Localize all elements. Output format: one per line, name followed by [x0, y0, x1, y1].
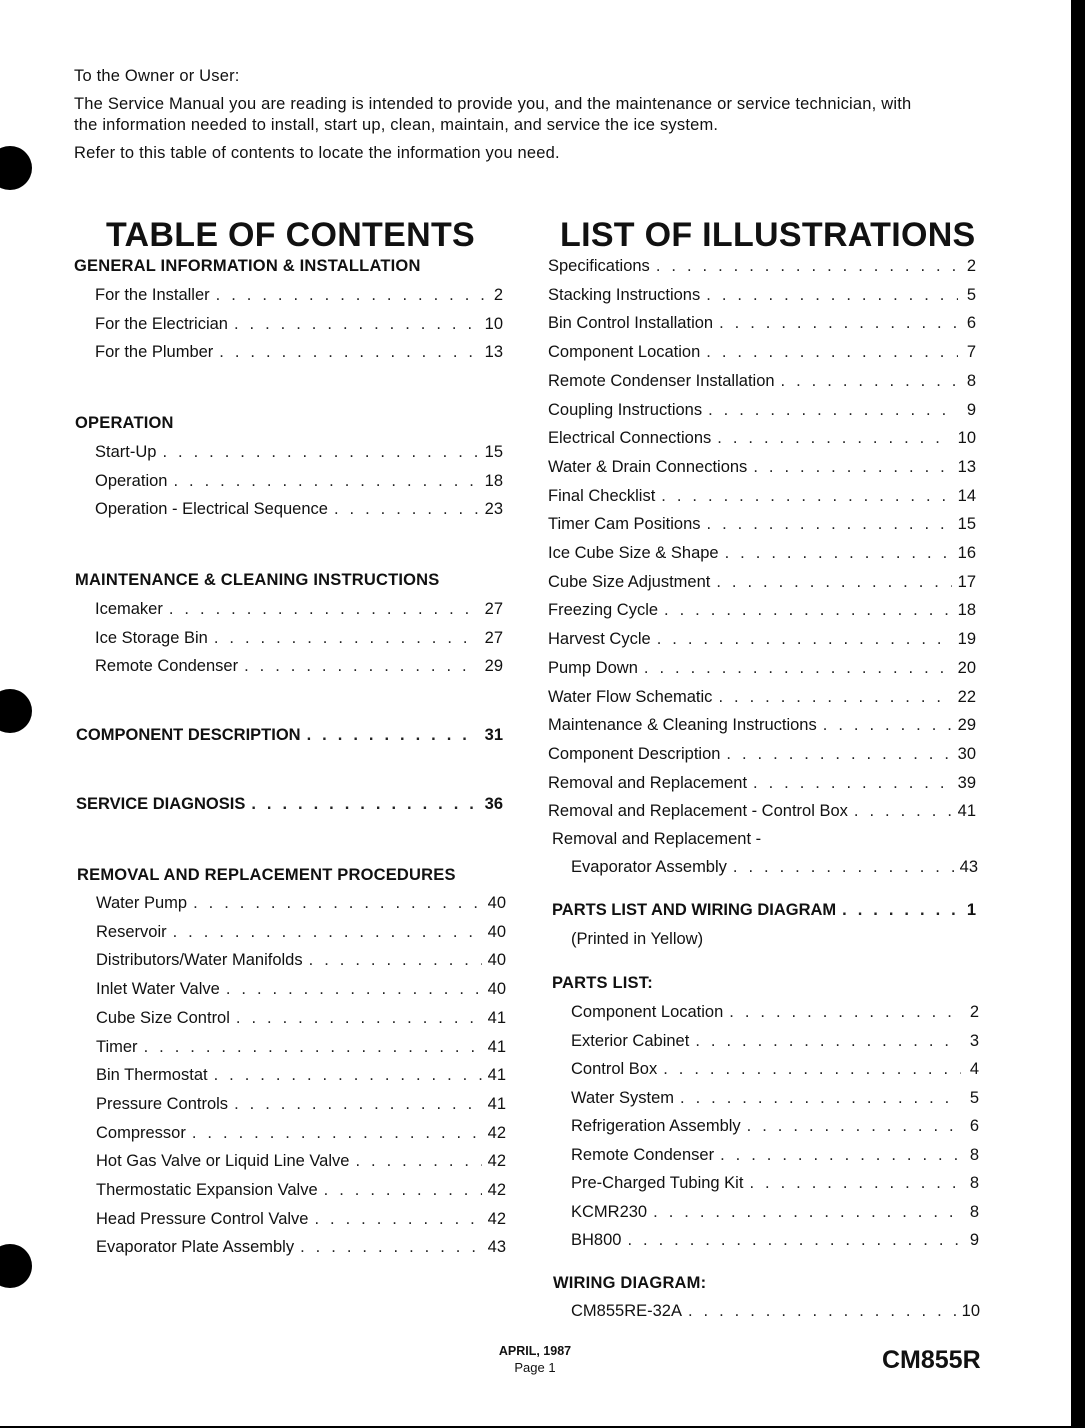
entry-label: Icemaker [95, 600, 163, 618]
entry-label: For the Installer [95, 286, 210, 304]
toc-entry [96, 1238, 506, 1262]
entry-label: PARTS LIST AND WIRING DIAGRAM [552, 901, 837, 919]
dot-leader [251, 795, 478, 814]
toc-entry [96, 1181, 506, 1205]
entry-label: Coupling Instructions [548, 400, 703, 419]
binder-hole [0, 1244, 32, 1288]
dot-leader [234, 315, 479, 334]
entry-page-number: 6 [969, 1117, 979, 1135]
entry-page-number: 8 [969, 1174, 979, 1192]
entry-page-number: 23 [484, 500, 503, 518]
toc-entry [96, 1095, 506, 1119]
entry-page-number: 18 [957, 601, 976, 620]
entry-page-number: 29 [957, 716, 976, 735]
dot-leader [718, 688, 951, 707]
entry-label: KCMR230 [571, 1202, 648, 1221]
entry-label: Control Box [571, 1060, 658, 1078]
dot-leader [234, 1095, 482, 1114]
dot-leader [309, 951, 482, 970]
printed-note: (Printed in Yellow) [571, 930, 704, 948]
entry-label: Pre-Charged Tubing Kit [571, 1174, 744, 1192]
entry-page-number: 39 [957, 773, 976, 792]
toc-entry [571, 1117, 979, 1141]
toc-entry [95, 343, 503, 367]
dot-leader [842, 901, 958, 920]
entry-label: Operation - Electrical Sequence [95, 500, 328, 518]
toc-entry [571, 1146, 979, 1170]
entry-page-number: 40 [487, 894, 506, 912]
entry-page-number: 42 [487, 1209, 506, 1228]
entry-page-number: 27 [484, 628, 503, 647]
section-heading: OPERATION [75, 414, 174, 432]
dot-leader [657, 630, 952, 649]
entry-label: Final Checklist [548, 486, 656, 505]
dot-leader [214, 1066, 482, 1085]
toc-entry [96, 1210, 506, 1234]
entry-label: Operation [95, 471, 168, 490]
section-heading: MAINTENANCE & CLEANING INSTRUCTIONS [75, 571, 440, 589]
dot-leader [706, 343, 958, 362]
dot-leader [753, 774, 952, 793]
entry-page-number: 20 [957, 658, 976, 677]
entry-page-number: 3 [969, 1031, 979, 1050]
toc-entry [548, 487, 976, 511]
entry-label: Ice Storage Bin [95, 628, 208, 647]
dot-leader [725, 544, 952, 563]
entry-label: CM855RE-32A [571, 1302, 682, 1320]
entry-page-number: 41 [487, 1094, 506, 1113]
entry-page-number: 15 [484, 443, 503, 461]
entry-label: Component Location [571, 1003, 724, 1021]
entry-label: Refrigeration Assembly [571, 1117, 741, 1135]
entry-page-number: 14 [957, 486, 976, 505]
entry-page-number: 41 [487, 1066, 506, 1085]
dot-leader [733, 858, 954, 877]
entry-label: Remote Condenser [571, 1145, 715, 1164]
entry-label: Pump Down [548, 658, 638, 677]
entry-page-number: 8 [969, 1145, 979, 1164]
entry-page-number: 13 [957, 457, 976, 476]
entry-label: Water & Drain Connections [548, 457, 748, 476]
entry-label: Timer Cam Positions [548, 515, 701, 534]
dot-leader [823, 716, 952, 735]
entry-page-number: 9 [969, 1231, 979, 1249]
dot-leader [726, 745, 951, 764]
entry-label: For the Plumber [95, 343, 214, 361]
toc-entry [96, 1009, 506, 1033]
dot-leader [300, 1238, 482, 1257]
entry-label: Harvest Cycle [548, 630, 651, 649]
toc-entry [548, 429, 976, 453]
entry-label: Removal and Replacement [548, 773, 748, 792]
entry-page-number: 29 [484, 657, 503, 675]
toc-entry [76, 795, 503, 819]
dot-leader [192, 1124, 482, 1143]
dot-leader [644, 659, 952, 678]
toc-entry [95, 500, 503, 524]
dot-leader [169, 600, 479, 619]
dot-leader [707, 515, 952, 534]
toc-entry [95, 472, 503, 496]
toc-entry [96, 923, 506, 947]
entry-label: Electrical Connections [548, 429, 712, 448]
toc-entry [548, 573, 976, 597]
entry-label: Cube Size Adjustment [548, 572, 711, 591]
entry-page-number: 41 [487, 1037, 506, 1056]
toc-entry [548, 458, 976, 482]
dot-leader [720, 1146, 961, 1165]
entry-page-number: 2 [493, 286, 503, 304]
entry-page-number: 40 [487, 980, 506, 999]
entry-label: Inlet Water Valve [96, 980, 220, 999]
entry-label: Stacking Instructions [548, 285, 701, 304]
dot-leader [173, 472, 478, 491]
entry-page-number: 8 [966, 371, 976, 390]
refer-text: Refer to this table of contents to locate the information you need. [74, 143, 560, 162]
section-heading: WIRING DIAGRAM: [553, 1274, 707, 1292]
toc-title: TABLE OF CONTENTS [106, 216, 476, 254]
entry-heading: Removal and Replacement - [552, 830, 762, 848]
entry-page-number: 2 [969, 1003, 979, 1021]
entry-page-number: 27 [484, 600, 503, 618]
toc-entry [548, 802, 976, 826]
entry-page-number: 30 [957, 744, 976, 763]
section-heading: GENERAL INFORMATION & INSTALLATION [74, 257, 421, 275]
entry-label: Timer [96, 1037, 138, 1056]
greeting: To the Owner or User: [74, 67, 240, 85]
entry-label: Pressure Controls [96, 1094, 229, 1113]
dot-leader [663, 1060, 961, 1079]
toc-entry [571, 1302, 980, 1326]
entry-page-number: 40 [487, 951, 506, 970]
entry-page-number: 18 [484, 471, 503, 490]
toc-entry [76, 726, 503, 750]
dot-leader [661, 487, 951, 506]
toc-entry [548, 515, 976, 539]
dot-leader [717, 429, 951, 448]
entry-page-number: 16 [957, 544, 976, 562]
dot-leader [226, 980, 482, 999]
dot-leader [656, 257, 958, 276]
toc-entry [548, 716, 976, 740]
toc-entry [96, 951, 506, 975]
dot-leader [708, 401, 958, 420]
entry-label: COMPONENT DESCRIPTION [76, 726, 301, 744]
entry-page-number: 1 [966, 901, 976, 919]
section-heading: PARTS LIST: [552, 974, 653, 992]
entry-label: Component Description [548, 744, 721, 763]
dot-leader [680, 1089, 961, 1108]
entry-label: Freezing Cycle [548, 601, 659, 620]
toc-entry [96, 1152, 506, 1176]
entry-label: Ice Cube Size & Shape [548, 544, 719, 562]
toc-entry [571, 858, 978, 882]
toc-entry [552, 901, 976, 925]
toc-entry [95, 315, 503, 339]
toc-entry [96, 1038, 506, 1062]
entry-label: SERVICE DIAGNOSIS [76, 795, 246, 813]
dot-leader [307, 726, 479, 745]
toc-entry [95, 443, 503, 467]
toc-entry [548, 745, 976, 769]
entry-label: Water Flow Schematic [548, 687, 713, 706]
entry-label: Head Pressure Control Valve [96, 1209, 309, 1228]
entry-page-number: 36 [484, 795, 503, 813]
toc-entry [571, 1060, 979, 1084]
section-heading: REMOVAL AND REPLACEMENT PROCEDURES [77, 866, 456, 884]
toc-entry [95, 600, 503, 624]
dot-leader [162, 443, 478, 462]
entry-label: Thermostatic Expansion Valve [96, 1181, 318, 1199]
dot-leader [781, 372, 958, 391]
dot-leader [219, 343, 478, 362]
dot-leader [747, 1117, 961, 1136]
dot-leader [653, 1203, 961, 1222]
dot-leader [854, 802, 952, 821]
entry-label: Water System [571, 1088, 674, 1107]
dot-leader [753, 458, 951, 477]
toc-entry [95, 629, 503, 653]
dot-leader [193, 894, 482, 913]
entry-label: Start-Up [95, 443, 157, 461]
entry-page-number: 10 [961, 1302, 980, 1320]
entry-label: Bin Control Installation [548, 314, 714, 333]
entry-page-number: 43 [487, 1238, 506, 1257]
footer-date: APRIL, 1987 [498, 1344, 572, 1358]
dot-leader [664, 601, 952, 620]
dot-leader [334, 500, 479, 519]
dot-leader [716, 573, 951, 592]
entry-page-number: 41 [957, 802, 976, 821]
dot-leader [236, 1009, 482, 1028]
entry-label: Distributors/Water Manifolds [96, 951, 303, 970]
dot-leader [627, 1231, 961, 1250]
entry-page-number: 19 [957, 630, 976, 649]
toc-entry [96, 980, 506, 1004]
toc-entry [548, 544, 976, 568]
entry-page-number: 10 [957, 429, 976, 448]
toc-entry [548, 343, 976, 367]
entry-page-number: 7 [966, 343, 976, 362]
toc-entry [96, 894, 506, 918]
dot-leader [144, 1038, 482, 1057]
toc-entry [548, 630, 976, 654]
dot-leader [355, 1152, 481, 1171]
toc-entry [571, 1203, 979, 1227]
entry-page-number: 17 [957, 572, 976, 591]
toc-entry [548, 372, 976, 396]
toc-entry [548, 257, 976, 281]
entry-page-number: 42 [487, 1181, 506, 1199]
dot-leader [729, 1003, 961, 1022]
entry-page-number: 22 [957, 687, 976, 706]
entry-page-number: 5 [966, 285, 976, 304]
entry-page-number: 6 [966, 314, 976, 333]
entry-label: Hot Gas Valve or Liquid Line Valve [96, 1152, 350, 1171]
entry-label: Evaporator Assembly [571, 858, 727, 876]
toc-entry [548, 774, 976, 798]
entry-page-number: 10 [484, 314, 503, 333]
toc-entry [548, 601, 976, 625]
model-number: CM855R [882, 1346, 981, 1374]
entry-page-number: 8 [969, 1202, 979, 1221]
toc-entry [571, 1032, 979, 1056]
entry-page-number: 2 [966, 257, 976, 275]
toc-entry [548, 314, 976, 338]
toc-entry [548, 401, 976, 425]
intro-paragraph: The Service Manual you are reading is intended to provide you, and the maintenance or service technician, with the information needed to install, start up, clean, maintain, and service the ice system. [74, 94, 912, 134]
dot-leader [688, 1302, 956, 1321]
dot-leader [214, 629, 479, 648]
toc-entry [548, 688, 976, 712]
entry-page-number: 4 [969, 1060, 979, 1078]
entry-label: Specifications [548, 257, 650, 275]
dot-leader [695, 1032, 961, 1051]
binder-hole [0, 689, 32, 733]
toc-entry [571, 1003, 979, 1027]
entry-label: Component Location [548, 343, 701, 362]
footer-page-number: Page 1 [514, 1360, 556, 1375]
entry-page-number: 42 [487, 1123, 506, 1142]
entry-label: For the Electrician [95, 314, 228, 333]
toc-entry [96, 1124, 506, 1148]
entry-page-number: 42 [487, 1152, 506, 1171]
toc-entry [548, 286, 976, 310]
entry-label: Remote Condenser Installation [548, 371, 775, 390]
dot-leader [706, 286, 958, 305]
dot-leader [216, 286, 485, 305]
dot-leader [749, 1174, 961, 1193]
dot-leader [324, 1181, 482, 1200]
entry-page-number: 43 [959, 858, 978, 876]
entry-label: Evaporator Plate Assembly [96, 1238, 295, 1257]
toc-entry [571, 1231, 979, 1255]
entry-page-number: 31 [484, 726, 503, 744]
toc-entry [571, 1174, 979, 1198]
entry-label: Maintenance & Cleaning Instructions [548, 716, 817, 735]
intro-text [74, 66, 924, 170]
dot-leader [314, 1210, 481, 1229]
entry-label: Bin Thermostat [96, 1066, 208, 1085]
entry-page-number: 40 [487, 922, 506, 941]
toc-entry [96, 1066, 506, 1090]
dot-leader [173, 923, 482, 942]
entry-page-number: 15 [957, 515, 976, 534]
entry-page-number: 5 [969, 1088, 979, 1107]
dot-leader [244, 657, 479, 676]
toc-entry [95, 657, 503, 681]
entry-label: Compressor [96, 1123, 186, 1142]
dot-leader [719, 314, 958, 333]
entry-label: Remote Condenser [95, 657, 239, 675]
binder-hole [0, 146, 32, 190]
entry-page-number: 9 [966, 400, 976, 419]
entry-label: Cube Size Control [96, 1008, 230, 1027]
entry-label: Reservoir [96, 922, 167, 941]
entry-label: BH800 [571, 1231, 622, 1249]
entry-page-number: 41 [487, 1008, 506, 1027]
entry-page-number: 13 [484, 343, 503, 361]
toc-entry [95, 286, 503, 310]
toc-entry [548, 659, 976, 683]
toc-entry [571, 1089, 979, 1113]
entry-label: Exterior Cabinet [571, 1031, 690, 1050]
entry-label: Water Pump [96, 894, 188, 912]
loi-title: LIST OF ILLUSTRATIONS [560, 216, 976, 254]
entry-label: Removal and Replacement - Control Box [548, 802, 848, 821]
